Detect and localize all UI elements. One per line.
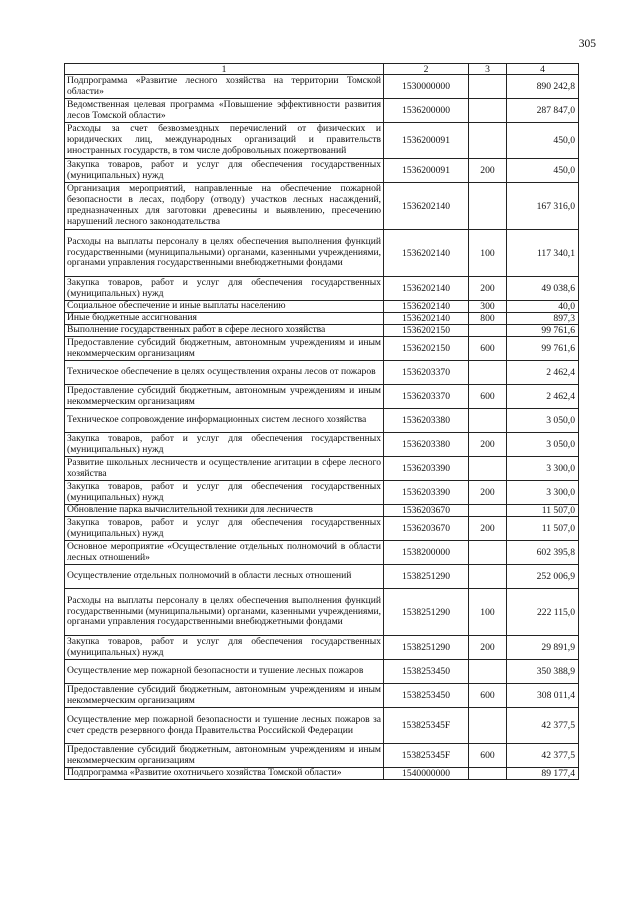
header-col-2: 2 [384, 64, 469, 75]
row-csr-cell: 1530000000 [384, 75, 469, 99]
row-csr-cell: 1536200091 [384, 123, 469, 159]
table-row [65, 159, 579, 183]
row-name-cell: Осуществление мер пожарной безопасности и тушение лесных пожаров за счет средств резервного фонда Правительства Российской Федерации [65, 708, 384, 744]
page-number: 305 [578, 38, 596, 50]
row-vr-cell: 200 [469, 433, 507, 457]
row-csr-cell: 1536203380 [384, 409, 469, 433]
row-vr-cell [469, 123, 507, 159]
row-vr-cell [469, 565, 507, 589]
row-name-cell: Осуществление мер пожарной безопасности и тушение лесных пожаров [65, 660, 384, 684]
row-sum-cell: 450,0 [507, 159, 579, 183]
table-row [65, 277, 579, 301]
row-vr-cell [469, 325, 507, 337]
row-name-cell: Закупка товаров, работ и услуг для обеспечения государственных (муниципальных) нужд [65, 159, 384, 183]
table-row [65, 768, 579, 780]
row-csr-cell: 1536202140 [384, 230, 469, 277]
row-sum-cell: 3 300,0 [507, 481, 579, 505]
row-name-cell: Закупка товаров, работ и услуг для обеспечения государственных (муниципальных) нужд [65, 517, 384, 541]
table-row [65, 481, 579, 505]
row-sum-cell: 252 006,9 [507, 565, 579, 589]
row-name-cell: Закупка товаров, работ и услуг для обеспечения государственных (муниципальных) нужд [65, 433, 384, 457]
row-csr-cell: 1536200091 [384, 159, 469, 183]
row-name-cell: Основное мероприятие «Осуществление отдельных полномочий в области лесных отношений» [65, 541, 384, 565]
table-row [65, 361, 579, 385]
row-sum-cell: 99 761,6 [507, 337, 579, 361]
row-sum-cell: 42 377,5 [507, 744, 579, 768]
row-csr-cell: 153825345F [384, 744, 469, 768]
row-csr-cell: 1538253450 [384, 660, 469, 684]
row-sum-cell: 350 388,9 [507, 660, 579, 684]
row-name-cell: Иные бюджетные ассигнования [65, 313, 384, 325]
table-row [65, 589, 579, 636]
row-vr-cell [469, 409, 507, 433]
table-row [65, 301, 579, 313]
row-name-cell: Обновление парка вычислительной техники для лесничеств [65, 505, 384, 517]
row-csr-cell: 1536203380 [384, 433, 469, 457]
row-sum-cell: 897,3 [507, 313, 579, 325]
row-name-cell: Техническое обеспечение в целях осуществления охраны лесов от пожаров [65, 361, 384, 385]
row-vr-cell [469, 361, 507, 385]
row-csr-cell: 1536203390 [384, 457, 469, 481]
row-vr-cell: 200 [469, 277, 507, 301]
row-csr-cell: 153825345F [384, 708, 469, 744]
row-csr-cell: 1538251290 [384, 565, 469, 589]
row-csr-cell: 1536203370 [384, 385, 469, 409]
table-row [65, 313, 579, 325]
row-csr-cell: 1538200000 [384, 541, 469, 565]
row-sum-cell: 167 316,0 [507, 183, 579, 230]
row-csr-cell: 1536203390 [384, 481, 469, 505]
row-name-cell: Подпрограмма «Развитие охотничьего хозяйства Томской области» [65, 768, 384, 780]
row-sum-cell: 42 377,5 [507, 708, 579, 744]
row-name-cell: Осуществление отдельных полномочий в области лесных отношений [65, 565, 384, 589]
row-csr-cell: 1536202140 [384, 313, 469, 325]
row-sum-cell: 3 050,0 [507, 409, 579, 433]
row-name-cell: Закупка товаров, работ и услуг для обеспечения государственных (муниципальных) нужд [65, 636, 384, 660]
row-csr-cell: 1536203370 [384, 361, 469, 385]
table-row [65, 123, 579, 159]
row-name-cell: Предоставление субсидий бюджетным, автономным учреждениям и иным некоммерческим организациям [65, 337, 384, 361]
table-row [65, 457, 579, 481]
table-header-row [65, 64, 579, 75]
row-name-cell: Техническое сопровождение информационных систем лесного хозяйства [65, 409, 384, 433]
row-vr-cell [469, 660, 507, 684]
row-vr-cell [469, 75, 507, 99]
row-name-cell: Ведомственная целевая программа «Повышение эффективности развития лесов Томской области» [65, 99, 384, 123]
row-csr-cell: 1538251290 [384, 589, 469, 636]
header-col-4: 4 [507, 64, 579, 75]
row-name-cell: Расходы на выплаты персоналу в целях обеспечения выполнения функций государственными (муниципальными) органами, казенными учреждениями, органами управления государственными внебюджетными фондами [65, 230, 384, 277]
row-name-cell: Закупка товаров, работ и услуг для обеспечения государственных (муниципальных) нужд [65, 481, 384, 505]
row-name-cell: Закупка товаров, работ и услуг для обеспечения государственных (муниципальных) нужд [65, 277, 384, 301]
row-vr-cell [469, 768, 507, 780]
row-csr-cell: 1536202140 [384, 277, 469, 301]
table-row [65, 230, 579, 277]
row-csr-cell: 1536202140 [384, 183, 469, 230]
table-row [65, 183, 579, 230]
table-row [65, 660, 579, 684]
table-row [65, 337, 579, 361]
row-sum-cell: 117 340,1 [507, 230, 579, 277]
table-body [65, 75, 579, 780]
row-sum-cell: 89 177,4 [507, 768, 579, 780]
table-row [65, 708, 579, 744]
table-row [65, 565, 579, 589]
row-sum-cell: 222 115,0 [507, 589, 579, 636]
table-row [65, 505, 579, 517]
row-name-cell: Предоставление субсидий бюджетным, автономным учреждениям и иным некоммерческим организациям [65, 744, 384, 768]
row-sum-cell: 602 395,8 [507, 541, 579, 565]
row-csr-cell: 1538253450 [384, 684, 469, 708]
row-sum-cell: 40,0 [507, 301, 579, 313]
row-name-cell: Социальное обеспечение и иные выплаты населению [65, 301, 384, 313]
row-name-cell: Подпрограмма «Развитие лесного хозяйства на территории Томской области» [65, 75, 384, 99]
row-vr-cell [469, 183, 507, 230]
row-csr-cell: 1536200000 [384, 99, 469, 123]
row-sum-cell: 29 891,9 [507, 636, 579, 660]
row-sum-cell: 308 011,4 [507, 684, 579, 708]
row-sum-cell: 49 038,6 [507, 277, 579, 301]
row-csr-cell: 1536202140 [384, 301, 469, 313]
row-csr-cell: 1536202150 [384, 337, 469, 361]
row-sum-cell: 3 050,0 [507, 433, 579, 457]
row-name-cell: Выполнение государственных работ в сфере лесного хозяйства [65, 325, 384, 337]
table-row [65, 517, 579, 541]
header-col-3: 3 [469, 64, 507, 75]
row-vr-cell: 600 [469, 337, 507, 361]
row-vr-cell [469, 457, 507, 481]
row-sum-cell: 2 462,4 [507, 385, 579, 409]
row-name-cell: Организация мероприятий, направленные на обеспечение пожарной безопасности в лесах, подбору (отводу) участков лесных насаждений, предназначенных для заготовки древесины и выявлению, пресечению нарушений лесного законодательства [65, 183, 384, 230]
row-csr-cell: 1540000000 [384, 768, 469, 780]
row-name-cell: Расходы на выплаты персоналу в целях обеспечения выполнения функций государственными (муниципальными) органами, казенными учреждениями, органами управления государственными внебюджетными фондами [65, 589, 384, 636]
row-vr-cell [469, 541, 507, 565]
table-row [65, 433, 579, 457]
row-csr-cell: 1538251290 [384, 636, 469, 660]
table-row [65, 744, 579, 768]
row-vr-cell: 200 [469, 517, 507, 541]
table-row [65, 99, 579, 123]
row-vr-cell: 100 [469, 230, 507, 277]
row-sum-cell: 99 761,6 [507, 325, 579, 337]
row-vr-cell: 600 [469, 385, 507, 409]
table-row [65, 75, 579, 99]
header-col-1: 1 [65, 64, 384, 75]
table-row [65, 541, 579, 565]
row-vr-cell: 200 [469, 481, 507, 505]
row-vr-cell: 100 [469, 589, 507, 636]
row-sum-cell: 11 507,0 [507, 517, 579, 541]
budget-table [64, 63, 579, 780]
row-sum-cell: 450,0 [507, 123, 579, 159]
row-csr-cell: 1536203670 [384, 505, 469, 517]
row-csr-cell: 1536202150 [384, 325, 469, 337]
row-sum-cell: 287 847,0 [507, 99, 579, 123]
row-vr-cell: 300 [469, 301, 507, 313]
row-vr-cell: 200 [469, 636, 507, 660]
table-row [65, 684, 579, 708]
row-name-cell: Предоставление субсидий бюджетным, автономным учреждениям и иным некоммерческим организациям [65, 684, 384, 708]
row-name-cell: Развитие школьных лесничеств и осуществление агитации в сфере лесного хозяйства [65, 457, 384, 481]
row-vr-cell: 800 [469, 313, 507, 325]
row-vr-cell: 200 [469, 159, 507, 183]
table-row [65, 409, 579, 433]
table-row [65, 636, 579, 660]
row-vr-cell [469, 708, 507, 744]
table-row [65, 325, 579, 337]
row-vr-cell: 600 [469, 684, 507, 708]
row-csr-cell: 1536203670 [384, 517, 469, 541]
row-sum-cell: 11 507,0 [507, 505, 579, 517]
row-vr-cell [469, 505, 507, 517]
row-vr-cell [469, 99, 507, 123]
row-sum-cell: 3 300,0 [507, 457, 579, 481]
row-sum-cell: 2 462,4 [507, 361, 579, 385]
row-name-cell: Предоставление субсидий бюджетным, автономным учреждениям и иным некоммерческим организациям [65, 385, 384, 409]
row-sum-cell: 890 242,8 [507, 75, 579, 99]
row-name-cell: Расходы за счет безвозмездных перечислений от физических и юридических лиц, международных организаций и правительств иностранных государств, в том числе добровольных пожертвований [65, 123, 384, 159]
table-row [65, 385, 579, 409]
row-vr-cell: 600 [469, 744, 507, 768]
